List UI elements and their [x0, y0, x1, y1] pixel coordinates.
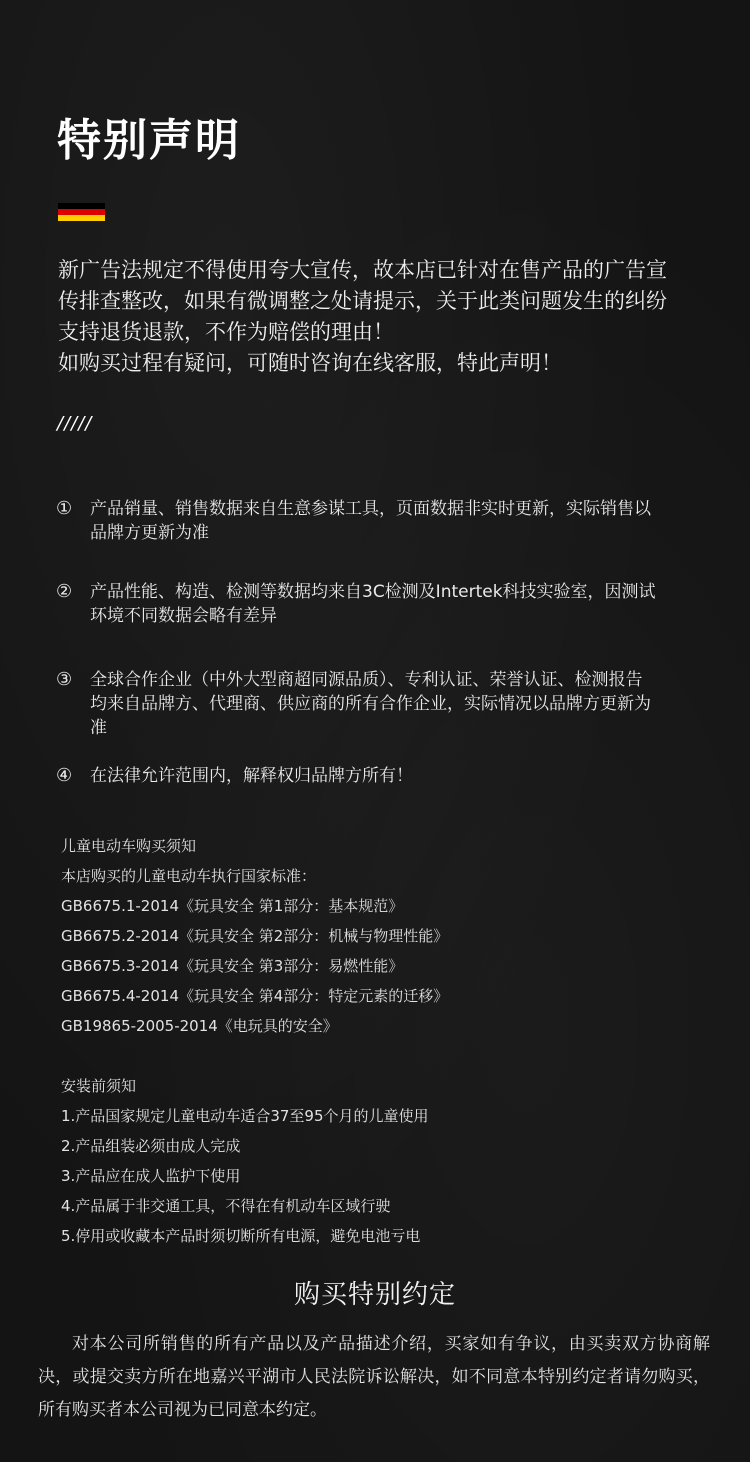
note-text: 在法律允许范围内，解释权归品牌方所有！ [90, 766, 413, 786]
install-section [61, 1071, 429, 1251]
install-heading: 安装前须知 [61, 1077, 137, 1095]
intro-statement [58, 255, 708, 379]
note-text: 全球合作企业（中外大型商超同源品质）、专利认证、荣誉认证、检测报告均来自品牌方、代理商、供应商的所有合作企业，实际情况以品牌方更新为准 [90, 670, 651, 738]
standard-item: GB19865-2005-2014《电玩具的安全》 [61, 1017, 338, 1035]
install-item: 2.产品组装必须由成人完成 [61, 1137, 241, 1155]
standards-heading: 儿童电动车购买须知 [61, 837, 197, 855]
note-item-2 [56, 580, 656, 628]
agreement-text: 对本公司所销售的所有产品以及产品描述介绍，买家如有争议，由买卖双方协商解决，或提交卖方所在地嘉兴平湖市人民法院诉讼解决，如不同意本特别约定者请勿购买，所有购买者本公司视为已同意本约定。 [38, 1334, 710, 1420]
standards-subheading: 本店购买的儿童电动车执行国家标准： [61, 867, 317, 885]
page-title: 特别声明 [57, 115, 241, 166]
install-item: 4.产品属于非交通工具，不得在有机动车区域行驶 [61, 1197, 391, 1215]
note-number: ④ [56, 765, 73, 786]
note-item-1 [56, 497, 656, 545]
install-item: 3.产品应在成人监护下使用 [61, 1167, 241, 1185]
intro-line: 如购买过程有疑问，可随时咨询在线客服，特此声明！ [58, 351, 562, 375]
intro-line: 新广告法规定不得使用夸大宣传，故本店已针对在售产品的广告宣 [58, 258, 667, 282]
germany-flag-icon [58, 203, 105, 221]
note-number: ③ [56, 669, 73, 690]
standard-item: GB6675.3-2014《玩具安全 第3部分：易燃性能》 [61, 957, 404, 975]
flag-stripe-gold [58, 215, 105, 221]
standards-section [61, 831, 448, 1041]
note-item-3 [56, 668, 656, 740]
note-number: ① [56, 498, 73, 519]
intro-line: 传排查整改，如果有微调整之处请提示，关于此类问题发生的纠纷 [58, 289, 667, 313]
note-number: ② [56, 581, 73, 602]
install-item: 1.产品国家规定儿童电动车适合37至95个月的儿童使用 [61, 1107, 429, 1125]
intro-line: 支持退货退款，不作为赔偿的理由！ [58, 320, 394, 344]
agreement-title: 购买特别约定 [293, 1280, 456, 1310]
note-item-4 [56, 764, 656, 788]
divider-slashes: ///// [57, 413, 93, 434]
standard-item: GB6675.4-2014《玩具安全 第4部分：特定元素的迁移》 [61, 987, 449, 1005]
install-item: 5.停用或收藏本产品时须切断所有电源，避免电池亏电 [61, 1227, 421, 1245]
standard-item: GB6675.2-2014《玩具安全 第2部分：机械与物理性能》 [61, 927, 449, 945]
standard-item: GB6675.1-2014《玩具安全 第1部分：基本规范》 [61, 897, 404, 915]
note-text: 产品销量、销售数据来自生意参谋工具，页面数据非实时更新，实际销售以品牌方更新为准 [90, 499, 651, 543]
note-text: 产品性能、构造、检测等数据均来自3C检测及Intertek科技实验室，因测试环境不同数据会略有差异 [90, 582, 656, 626]
